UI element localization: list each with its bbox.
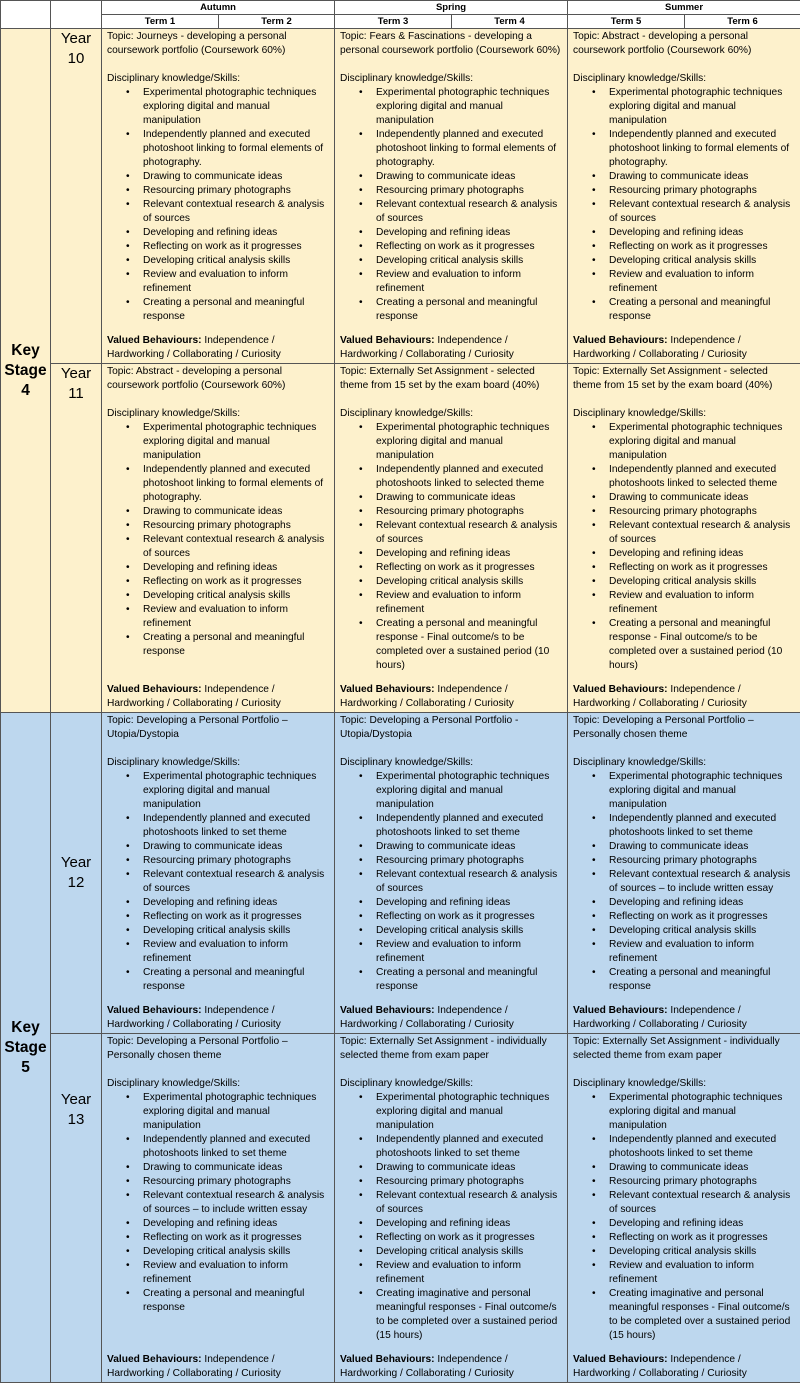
skill-item: • Experimental photographic techniques exploring digital and manual manipulation (609, 86, 796, 128)
skill-item: • Review and evaluation to inform refinement (376, 268, 563, 296)
skill-item: • Creating a personal and meaningful response (143, 296, 330, 324)
corner-cell (1, 1, 51, 29)
skill-item: • Relevant contextual research & analysis of sources (143, 198, 330, 226)
skill-item: • Creating imaginative and personal meaningful responses - Final outcome/s to be completed over a sustained period (15 hours) (376, 1287, 563, 1343)
skill-item: • Resourcing primary photographs (609, 184, 796, 198)
skills-list (107, 1091, 330, 1315)
valued-behaviours (107, 1353, 330, 1381)
skill-item: • Creating a personal and meaningful response (376, 966, 563, 994)
corner-cell (51, 1, 102, 29)
skill-item: • Developing and refining ideas (143, 561, 330, 575)
skills-list (340, 1091, 563, 1343)
year-13-row (1, 1034, 800, 1383)
skill-item: • Relevant contextual research & analysis of sources (609, 198, 796, 226)
skill-item: • Drawing to communicate ideas (143, 840, 330, 854)
skill-item: • Review and evaluation to inform refinement (609, 1259, 796, 1287)
skill-item: • Developing critical analysis skills (143, 924, 330, 938)
valued-behaviours-label: Valued Behaviours: (573, 684, 668, 695)
skill-item: • Developing critical analysis skills (143, 589, 330, 603)
valued-behaviours (573, 1004, 796, 1032)
skill-item: • Review and evaluation to inform refinement (609, 938, 796, 966)
skill-item: • Reflecting on work as it progresses (143, 240, 330, 254)
skill-item: • Resourcing primary photographs (376, 854, 563, 868)
year-10-label: Year 10 (60, 30, 92, 67)
topic-text: Topic: Journeys - developing a personal coursework portfolio (Coursework 60%) (107, 31, 287, 56)
skill-item: • Developing critical analysis skills (376, 254, 563, 268)
skill-item: • Creating a personal and meaningful response - Final outcome/s to be completed over a sustained period (10 hours) (376, 617, 563, 673)
skill-item: • Resourcing primary photographs (143, 1175, 330, 1189)
skill-item: • Independently planned and executed photoshoots linked to set theme (609, 812, 796, 840)
year-13-label: Year 13 (60, 1091, 92, 1128)
skill-item: • Developing and refining ideas (609, 547, 796, 561)
topic-text: Topic: Developing a Personal Portfolio – Personally chosen theme (573, 715, 754, 740)
skills-list (573, 1091, 796, 1343)
year-12-row (1, 713, 800, 1034)
valued-behaviours-label: Valued Behaviours: (107, 1005, 202, 1016)
y13-spring-cell (335, 1034, 568, 1383)
skill-item: • Developing and refining ideas (609, 226, 796, 240)
valued-behaviours (107, 334, 330, 362)
topic-text: Topic: Externally Set Assignment - selected theme from 15 set by the exam board (40%) (340, 366, 540, 391)
skill-item: • Drawing to communicate ideas (609, 170, 796, 184)
skill-item: • Independently planned and executed photoshoots linked to set theme (143, 812, 330, 840)
skill-item: • Relevant contextual research & analysis of sources (143, 868, 330, 896)
topic-text: Topic: Abstract - developing a personal coursework portfolio (Coursework 60%) (573, 31, 752, 56)
valued-behaviours (573, 334, 796, 362)
skill-item: • Experimental photographic techniques exploring digital and manual manipulation (143, 1091, 330, 1133)
skills-heading: Disciplinary knowledge/Skills: (573, 73, 707, 84)
valued-behaviours (340, 1353, 563, 1381)
valued-behaviours-text: Independence / Hardworking / Collaborating / Curiosity (107, 684, 281, 709)
skill-item: • Reflecting on work as it progresses (143, 910, 330, 924)
skills-list (107, 770, 330, 994)
valued-behaviours-label: Valued Behaviours: (340, 684, 435, 695)
topic-text: Topic: Developing a Personal Portfolio – Utopia/Dystopia (107, 715, 288, 740)
topic-text: Topic: Abstract - developing a personal coursework portfolio (Coursework 60%) (107, 366, 286, 391)
skill-item: • Experimental photographic techniques exploring digital and manual manipulation (143, 86, 330, 128)
skill-item: • Independently planned and executed photoshoots linked to selected theme (376, 463, 563, 491)
skill-item: • Experimental photographic techniques exploring digital and manual manipulation (143, 421, 330, 463)
skill-item: • Creating a personal and meaningful response (609, 296, 796, 324)
skill-item: • Creating imaginative and personal meaningful responses - Final outcome/s to be completed over a sustained period (15 hours) (609, 1287, 796, 1343)
skill-item: • Experimental photographic techniques exploring digital and manual manipulation (376, 421, 563, 463)
skill-item: • Review and evaluation to inform refinement (376, 1259, 563, 1287)
skill-item: • Independently planned and executed photoshoot linking to formal elements of photography. (609, 128, 796, 170)
y10-summer-cell (568, 29, 800, 364)
skill-item: • Reflecting on work as it progresses (376, 1231, 563, 1245)
valued-behaviours-text: Independence / Hardworking / Collaborating / Curiosity (340, 1354, 514, 1379)
valued-behaviours-text: Independence / Hardworking / Collaborating / Curiosity (340, 335, 514, 360)
skill-item: • Resourcing primary photographs (143, 519, 330, 533)
skill-item: • Independently planned and executed photoshoots linked to set theme (143, 1133, 330, 1161)
skill-item: • Reflecting on work as it progresses (376, 240, 563, 254)
year-12-label: Year 12 (60, 854, 92, 891)
y12-autumn-cell (102, 713, 335, 1034)
valued-behaviours-label: Valued Behaviours: (340, 1354, 435, 1365)
skill-item: • Independently planned and executed photoshoots linked to set theme (376, 812, 563, 840)
skill-item: • Experimental photographic techniques exploring digital and manual manipulation (376, 86, 563, 128)
skill-item: • Drawing to communicate ideas (609, 1161, 796, 1175)
skill-item: • Independently planned and executed photoshoots linked to set theme (609, 1133, 796, 1161)
skill-item: • Review and evaluation to inform refinement (143, 268, 330, 296)
term-header-row (1, 15, 800, 29)
skill-item: • Review and evaluation to inform refinement (609, 589, 796, 617)
skills-list (573, 421, 796, 673)
skill-item: • Developing critical analysis skills (609, 575, 796, 589)
valued-behaviours-label: Valued Behaviours: (573, 335, 668, 346)
skill-item: • Drawing to communicate ideas (376, 491, 563, 505)
skill-item: • Independently planned and executed photoshoot linking to formal elements of photography. (143, 128, 330, 170)
skill-item: • Developing critical analysis skills (376, 575, 563, 589)
y13-autumn-cell (102, 1034, 335, 1383)
skill-item: • Relevant contextual research & analysis of sources (376, 868, 563, 896)
skill-item: • Drawing to communicate ideas (376, 840, 563, 854)
valued-behaviours-label: Valued Behaviours: (107, 335, 202, 346)
skill-item: • Drawing to communicate ideas (376, 1161, 563, 1175)
term-2: Term 2 (219, 15, 335, 29)
valued-behaviours-text: Independence / Hardworking / Collaborating / Curiosity (573, 1354, 747, 1379)
skill-item: • Relevant contextual research & analysis of sources (376, 519, 563, 547)
skills-heading: Disciplinary knowledge/Skills: (340, 73, 474, 84)
skill-item: • Resourcing primary photographs (376, 505, 563, 519)
valued-behaviours-label: Valued Behaviours: (107, 1354, 202, 1365)
skills-heading: Disciplinary knowledge/Skills: (340, 757, 474, 768)
skills-heading: Disciplinary knowledge/Skills: (340, 408, 474, 419)
skill-item: • Developing and refining ideas (376, 896, 563, 910)
y11-spring-cell (335, 364, 568, 713)
valued-behaviours-label: Valued Behaviours: (107, 684, 202, 695)
valued-behaviours (340, 683, 563, 711)
year-11-label: Year 11 (60, 365, 92, 402)
skill-item: • Creating a personal and meaningful response (143, 966, 330, 994)
term-3: Term 3 (335, 15, 452, 29)
skill-item: • Resourcing primary photographs (609, 1175, 796, 1189)
skill-item: • Review and evaluation to inform refinement (143, 603, 330, 631)
topic-text: Topic: Fears & Fascinations - developing a personal coursework portfolio (Coursework 60%) (340, 31, 561, 56)
skills-list (573, 770, 796, 994)
skill-item: • Creating a personal and meaningful response (609, 966, 796, 994)
valued-behaviours-label: Valued Behaviours: (340, 1005, 435, 1016)
valued-behaviours (107, 1004, 330, 1032)
skills-list (573, 86, 796, 324)
skill-item: • Drawing to communicate ideas (609, 840, 796, 854)
skill-item: • Relevant contextual research & analysis of sources – to include written essay (143, 1189, 330, 1217)
skills-heading: Disciplinary knowledge/Skills: (573, 757, 707, 768)
skills-heading: Disciplinary knowledge/Skills: (573, 408, 707, 419)
skill-item: • Developing and refining ideas (609, 1217, 796, 1231)
skills-heading: Disciplinary knowledge/Skills: (107, 757, 241, 768)
skills-heading: Disciplinary knowledge/Skills: (107, 408, 241, 419)
valued-behaviours-text: Independence / Hardworking / Collaborating / Curiosity (107, 1005, 281, 1030)
skills-heading: Disciplinary knowledge/Skills: (340, 1078, 474, 1089)
term-4: Term 4 (452, 15, 568, 29)
skill-item: • Relevant contextual research & analysis of sources (609, 519, 796, 547)
skill-item: • Developing and refining ideas (376, 1217, 563, 1231)
skill-item: • Developing critical analysis skills (376, 924, 563, 938)
skill-item: • Creating a personal and meaningful response (143, 1287, 330, 1315)
skill-item: • Reflecting on work as it progresses (609, 561, 796, 575)
topic-text: Topic: Externally Set Assignment - selected theme from 15 set by the exam board (40%) (573, 366, 773, 391)
skill-item: • Drawing to communicate ideas (143, 1161, 330, 1175)
skill-item: • Developing and refining ideas (609, 896, 796, 910)
valued-behaviours-label: Valued Behaviours: (573, 1354, 668, 1365)
valued-behaviours (573, 683, 796, 711)
valued-behaviours-text: Independence / Hardworking / Collaborating / Curiosity (573, 684, 747, 709)
skill-item: • Independently planned and executed photoshoots linked to selected theme (609, 463, 796, 491)
skill-item: • Independently planned and executed photoshoot linking to formal elements of photography. (143, 463, 330, 505)
skill-item: • Drawing to communicate ideas (376, 170, 563, 184)
skill-item: • Review and evaluation to inform refinement (143, 938, 330, 966)
topic-text: Topic: Externally Set Assignment - individually selected theme from exam paper (340, 1036, 547, 1061)
topic-text: Topic: Externally Set Assignment - individually selected theme from exam paper (573, 1036, 780, 1061)
skill-item: • Reflecting on work as it progresses (609, 910, 796, 924)
skill-item: • Reflecting on work as it progresses (376, 561, 563, 575)
skill-item: • Developing and refining ideas (376, 547, 563, 561)
skill-item: • Experimental photographic techniques exploring digital and manual manipulation (376, 1091, 563, 1133)
skill-item: • Developing and refining ideas (143, 226, 330, 240)
skill-item: • Creating a personal and meaningful response - Final outcome/s to be completed over a sustained period (10 hours) (609, 617, 796, 673)
skill-item: • Reflecting on work as it progresses (143, 575, 330, 589)
valued-behaviours (573, 1353, 796, 1381)
term-5: Term 5 (568, 15, 685, 29)
topic-text: Topic: Developing a Personal Portfolio – Personally chosen theme (107, 1036, 288, 1061)
skill-item: • Creating a personal and meaningful response (143, 631, 330, 659)
valued-behaviours-text: Independence / Hardworking / Collaborating / Curiosity (340, 1005, 514, 1030)
skills-list (340, 86, 563, 324)
skills-heading: Disciplinary knowledge/Skills: (107, 73, 241, 84)
skill-item: • Developing and refining ideas (376, 226, 563, 240)
valued-behaviours-text: Independence / Hardworking / Collaborating / Curiosity (340, 684, 514, 709)
valued-behaviours (340, 1004, 563, 1032)
season-autumn: Autumn (102, 1, 335, 15)
term-1: Term 1 (102, 15, 219, 29)
skill-item: • Experimental photographic techniques exploring digital and manual manipulation (609, 421, 796, 463)
skill-item: • Experimental photographic techniques exploring digital and manual manipulation (609, 1091, 796, 1133)
skill-item: • Relevant contextual research & analysis of sources (609, 1189, 796, 1217)
skill-item: • Reflecting on work as it progresses (143, 1231, 330, 1245)
skill-item: • Relevant contextual research & analysis of sources (143, 533, 330, 561)
skill-item: • Review and evaluation to inform refinement (376, 589, 563, 617)
y10-spring-cell (335, 29, 568, 364)
skill-item: • Resourcing primary photographs (376, 184, 563, 198)
skill-item: • Developing critical analysis skills (376, 1245, 563, 1259)
skill-item: • Resourcing primary photographs (376, 1175, 563, 1189)
skill-item: • Review and evaluation to inform refinement (609, 268, 796, 296)
skill-item: • Drawing to communicate ideas (143, 505, 330, 519)
valued-behaviours-text: Independence / Hardworking / Collaborating / Curiosity (573, 335, 747, 360)
key-stage-5-label: Key Stage 5 (1, 713, 51, 1383)
y13-summer-cell (568, 1034, 800, 1383)
skills-list (340, 770, 563, 994)
skill-item: • Relevant contextual research & analysis of sources – to include written essay (609, 868, 796, 896)
valued-behaviours-text: Independence / Hardworking / Collaborating / Curiosity (573, 1005, 747, 1030)
valued-behaviours (107, 683, 330, 711)
skills-heading: Disciplinary knowledge/Skills: (573, 1078, 707, 1089)
y11-autumn-cell (102, 364, 335, 713)
valued-behaviours-text: Independence / Hardworking / Collaborating / Curiosity (107, 335, 281, 360)
skill-item: • Developing and refining ideas (143, 896, 330, 910)
skill-item: • Developing critical analysis skills (143, 1245, 330, 1259)
term-6: Term 6 (685, 15, 800, 29)
skills-list (340, 421, 563, 673)
skill-item: • Drawing to communicate ideas (609, 491, 796, 505)
skill-item: • Developing critical analysis skills (609, 924, 796, 938)
y12-summer-cell (568, 713, 800, 1034)
valued-behaviours-text: Independence / Hardworking / Collaborating / Curiosity (107, 1354, 281, 1379)
skill-item: • Resourcing primary photographs (609, 854, 796, 868)
skill-item: • Resourcing primary photographs (609, 505, 796, 519)
skill-item: • Reflecting on work as it progresses (376, 910, 563, 924)
skill-item: • Drawing to communicate ideas (143, 170, 330, 184)
year-11-row (1, 364, 800, 713)
skill-item: • Independently planned and executed photoshoots linked to set theme (376, 1133, 563, 1161)
y10-autumn-cell (102, 29, 335, 364)
season-spring: Spring (335, 1, 568, 15)
year-10-row (1, 29, 800, 364)
skill-item: • Reflecting on work as it progresses (609, 240, 796, 254)
skill-item: • Review and evaluation to inform refinement (143, 1259, 330, 1287)
skills-heading: Disciplinary knowledge/Skills: (107, 1078, 241, 1089)
skill-item: • Relevant contextual research & analysis of sources (376, 198, 563, 226)
skill-item: • Resourcing primary photographs (143, 184, 330, 198)
skill-item: • Developing critical analysis skills (609, 1245, 796, 1259)
valued-behaviours (340, 334, 563, 362)
skill-item: • Independently planned and executed photoshoot linking to formal elements of photography. (376, 128, 563, 170)
valued-behaviours-label: Valued Behaviours: (573, 1005, 668, 1016)
season-header-row (1, 1, 800, 15)
skills-list (107, 86, 330, 324)
key-stage-4-label: Key Stage 4 (1, 29, 51, 713)
skill-item: • Review and evaluation to inform refinement (376, 938, 563, 966)
skill-item: • Reflecting on work as it progresses (609, 1231, 796, 1245)
skill-item: • Developing critical analysis skills (143, 254, 330, 268)
skill-item: • Experimental photographic techniques exploring digital and manual manipulation (143, 770, 330, 812)
skill-item: • Experimental photographic techniques exploring digital and manual manipulation (609, 770, 796, 812)
skill-item: • Experimental photographic techniques exploring digital and manual manipulation (376, 770, 563, 812)
valued-behaviours-label: Valued Behaviours: (340, 335, 435, 346)
season-summer: Summer (568, 1, 800, 15)
y11-summer-cell (568, 364, 800, 713)
topic-text: Topic: Developing a Personal Portfolio - Utopia/Dystopia (340, 715, 519, 740)
skill-item: • Developing critical analysis skills (609, 254, 796, 268)
y12-spring-cell (335, 713, 568, 1034)
skill-item: • Creating a personal and meaningful response (376, 296, 563, 324)
skill-item: • Resourcing primary photographs (143, 854, 330, 868)
skill-item: • Developing and refining ideas (143, 1217, 330, 1231)
skills-list (107, 421, 330, 659)
skill-item: • Relevant contextual research & analysis of sources (376, 1189, 563, 1217)
